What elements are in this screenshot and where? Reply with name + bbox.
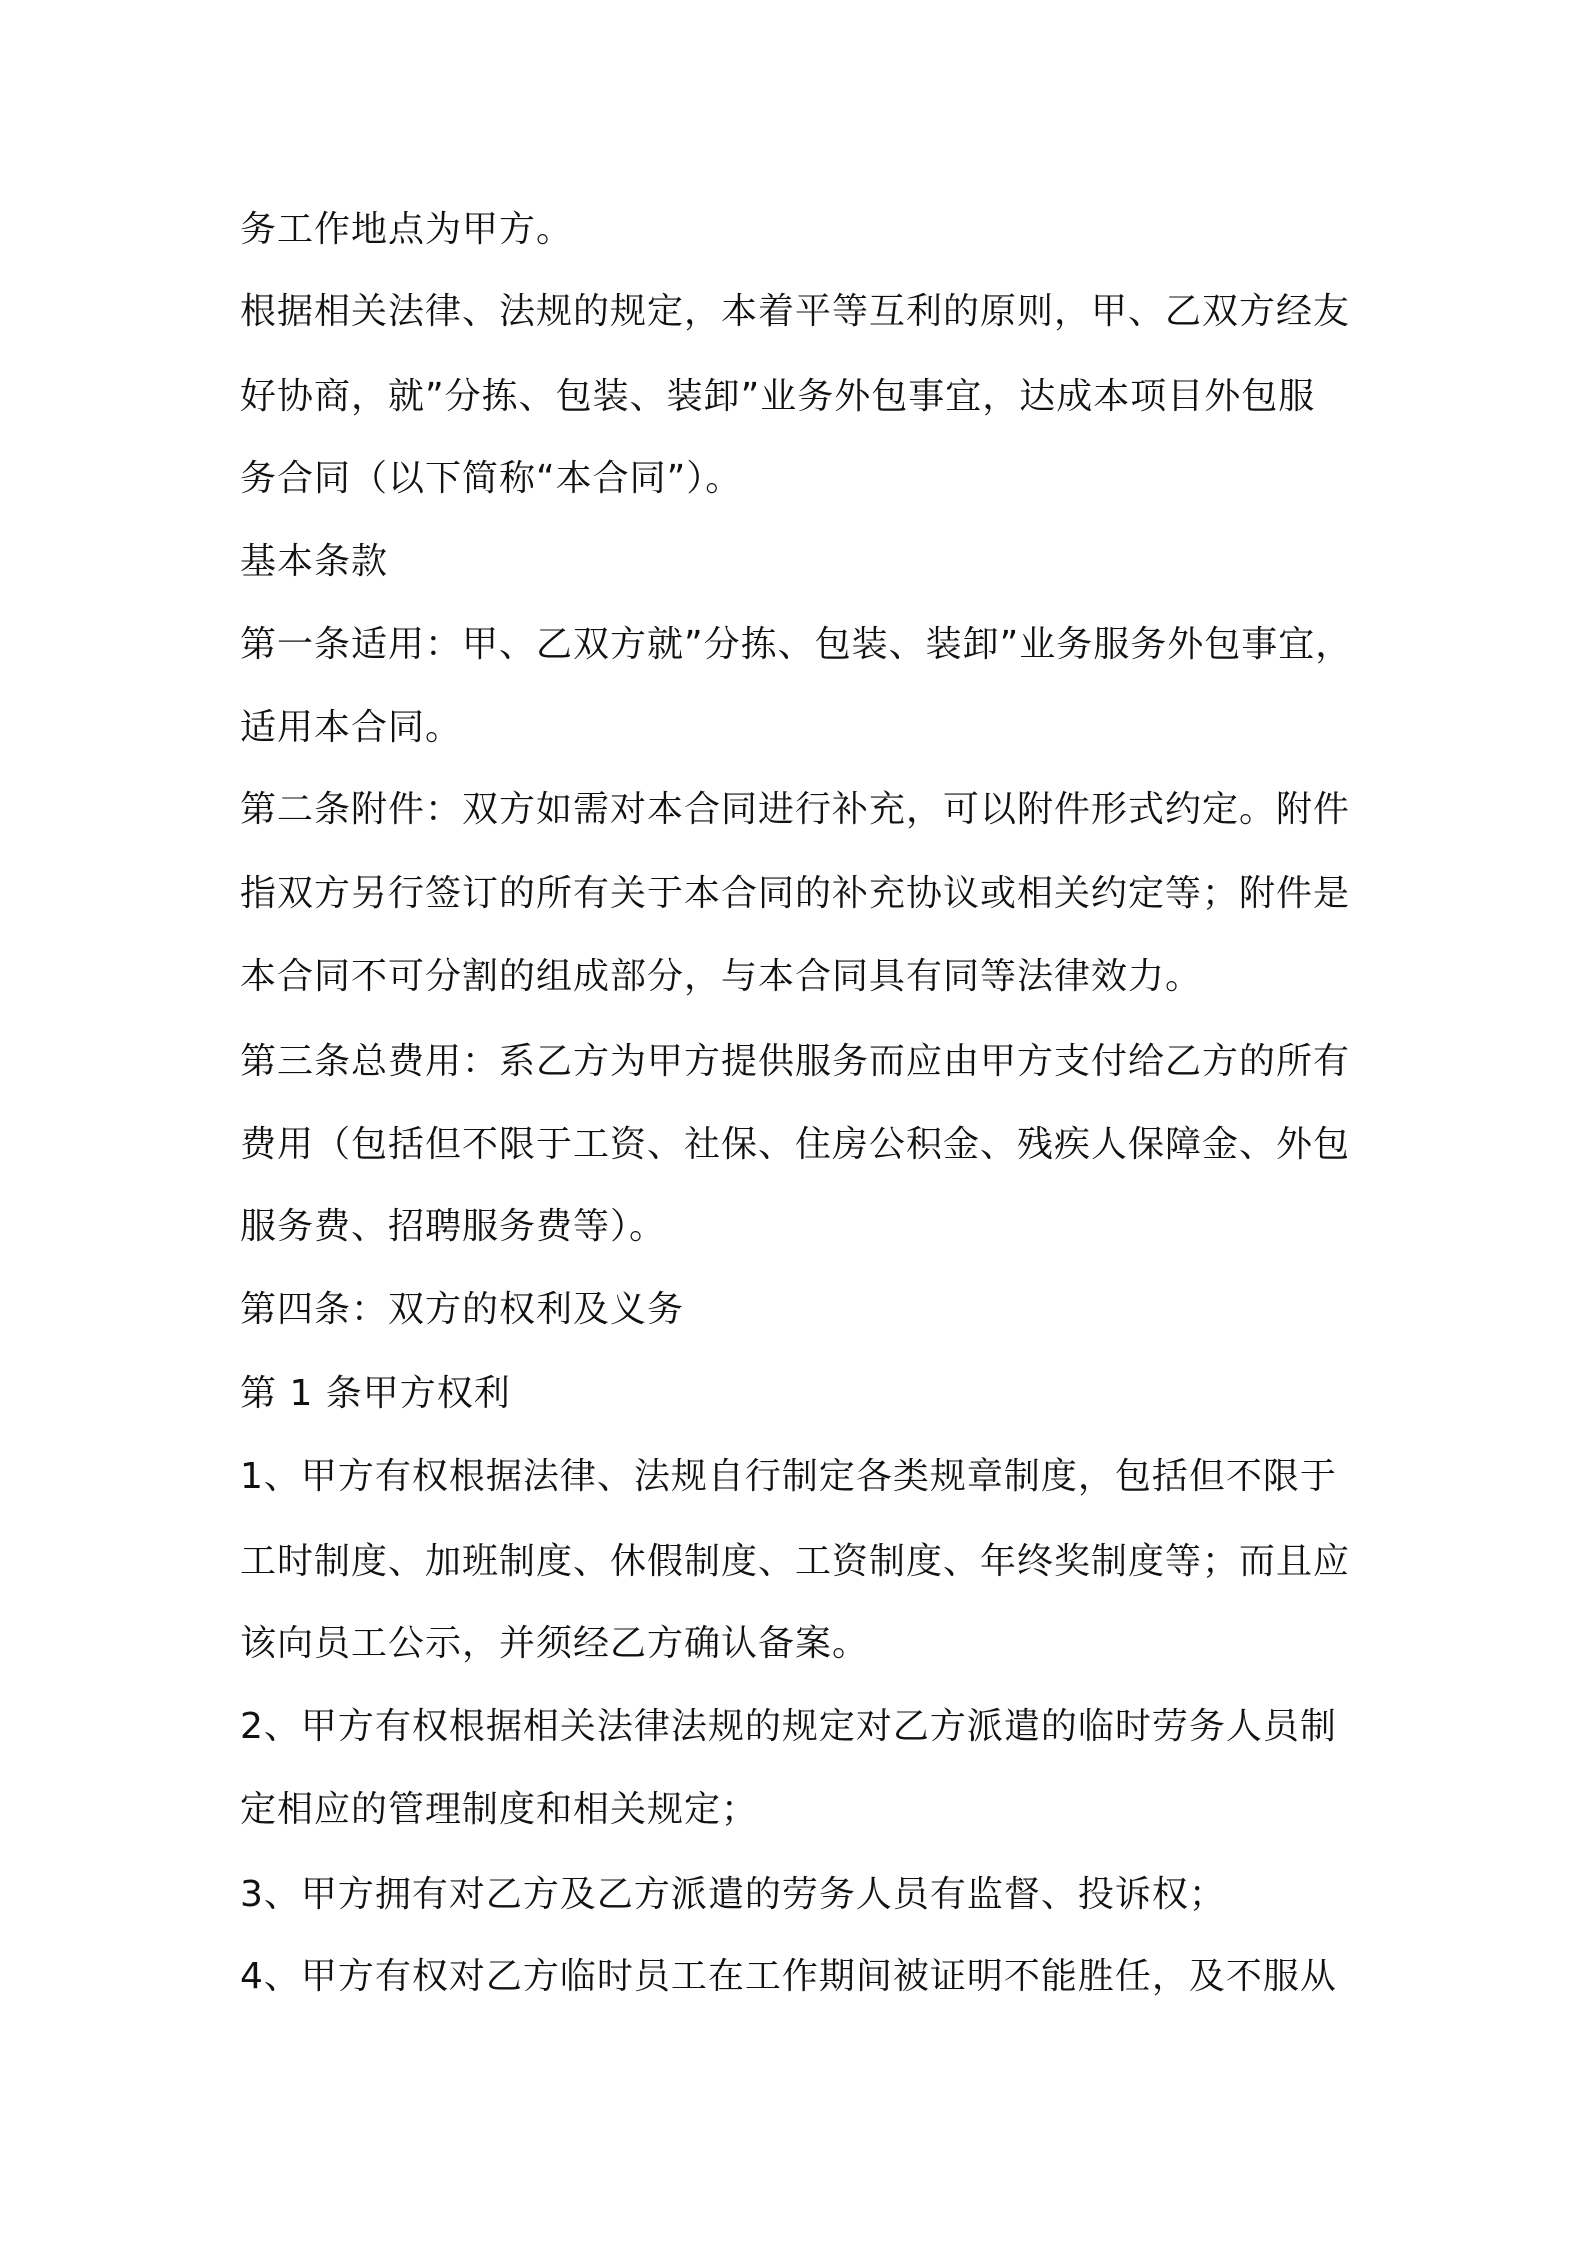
text-line: 第二条附件：双方如需对本合同进行补充，可以附件形式约定。附件 [240, 789, 1351, 830]
text-line: 第三条总费用：系乙方为甲方提供服务而应由甲方支付给乙方的所有 [240, 1041, 1351, 1082]
text-line: 2、甲方有权根据相关法律法规的规定对乙方派遣的临时劳务人员制 [240, 1706, 1337, 1747]
section-heading: 基本条款 [240, 541, 389, 582]
text-line: 第四条：双方的权利及义务 [240, 1289, 685, 1330]
text-line: 1、甲方有权根据法律、法规自行制定各类规章制度，包括但不限于 [240, 1456, 1337, 1497]
text-line: 适用本合同。 [240, 707, 463, 748]
text-line: 定相应的管理制度和相关规定； [240, 1789, 759, 1830]
text-line: 4、甲方有权对乙方临时员工在工作期间被证明不能胜任，及不服从 [240, 1956, 1337, 1997]
text-line: 服务费、招聘服务费等）。 [240, 1206, 667, 1247]
text-line: 该向员工公示，并须经乙方确认备案。 [240, 1623, 870, 1664]
text-line: 好协商，就”分拣、包装、装卸”业务外包事宜，达成本项目外包服 [240, 376, 1316, 417]
text-line: 务工作地点为甲方。 [240, 209, 574, 250]
text-line: 3、甲方拥有对乙方及乙方派遣的劳务人员有监督、投诉权； [240, 1874, 1226, 1915]
text-line: 第 1 条甲方权利 [240, 1373, 511, 1414]
text-line: 指双方另行签订的所有关于本合同的补充协议或相关约定等；附件是 [240, 873, 1351, 914]
text-line: 第一条适用：甲、乙双方就”分拣、包装、装卸”业务服务外包事宜， [240, 624, 1353, 665]
text-line: 根据相关法律、法规的规定，本着平等互利的原则，甲、乙双方经友 [240, 291, 1351, 332]
text-line: 本合同不可分割的组成部分，与本合同具有同等法律效力。 [240, 956, 1203, 997]
text-line: 费用（包括但不限于工资、社保、住房公积金、残疾人保障金、外包 [240, 1124, 1351, 1165]
text-line: 务合同（以下简称“本合同”）。 [240, 458, 743, 499]
text-line: 工时制度、加班制度、休假制度、工资制度、年终奖制度等；而且应 [240, 1541, 1351, 1582]
